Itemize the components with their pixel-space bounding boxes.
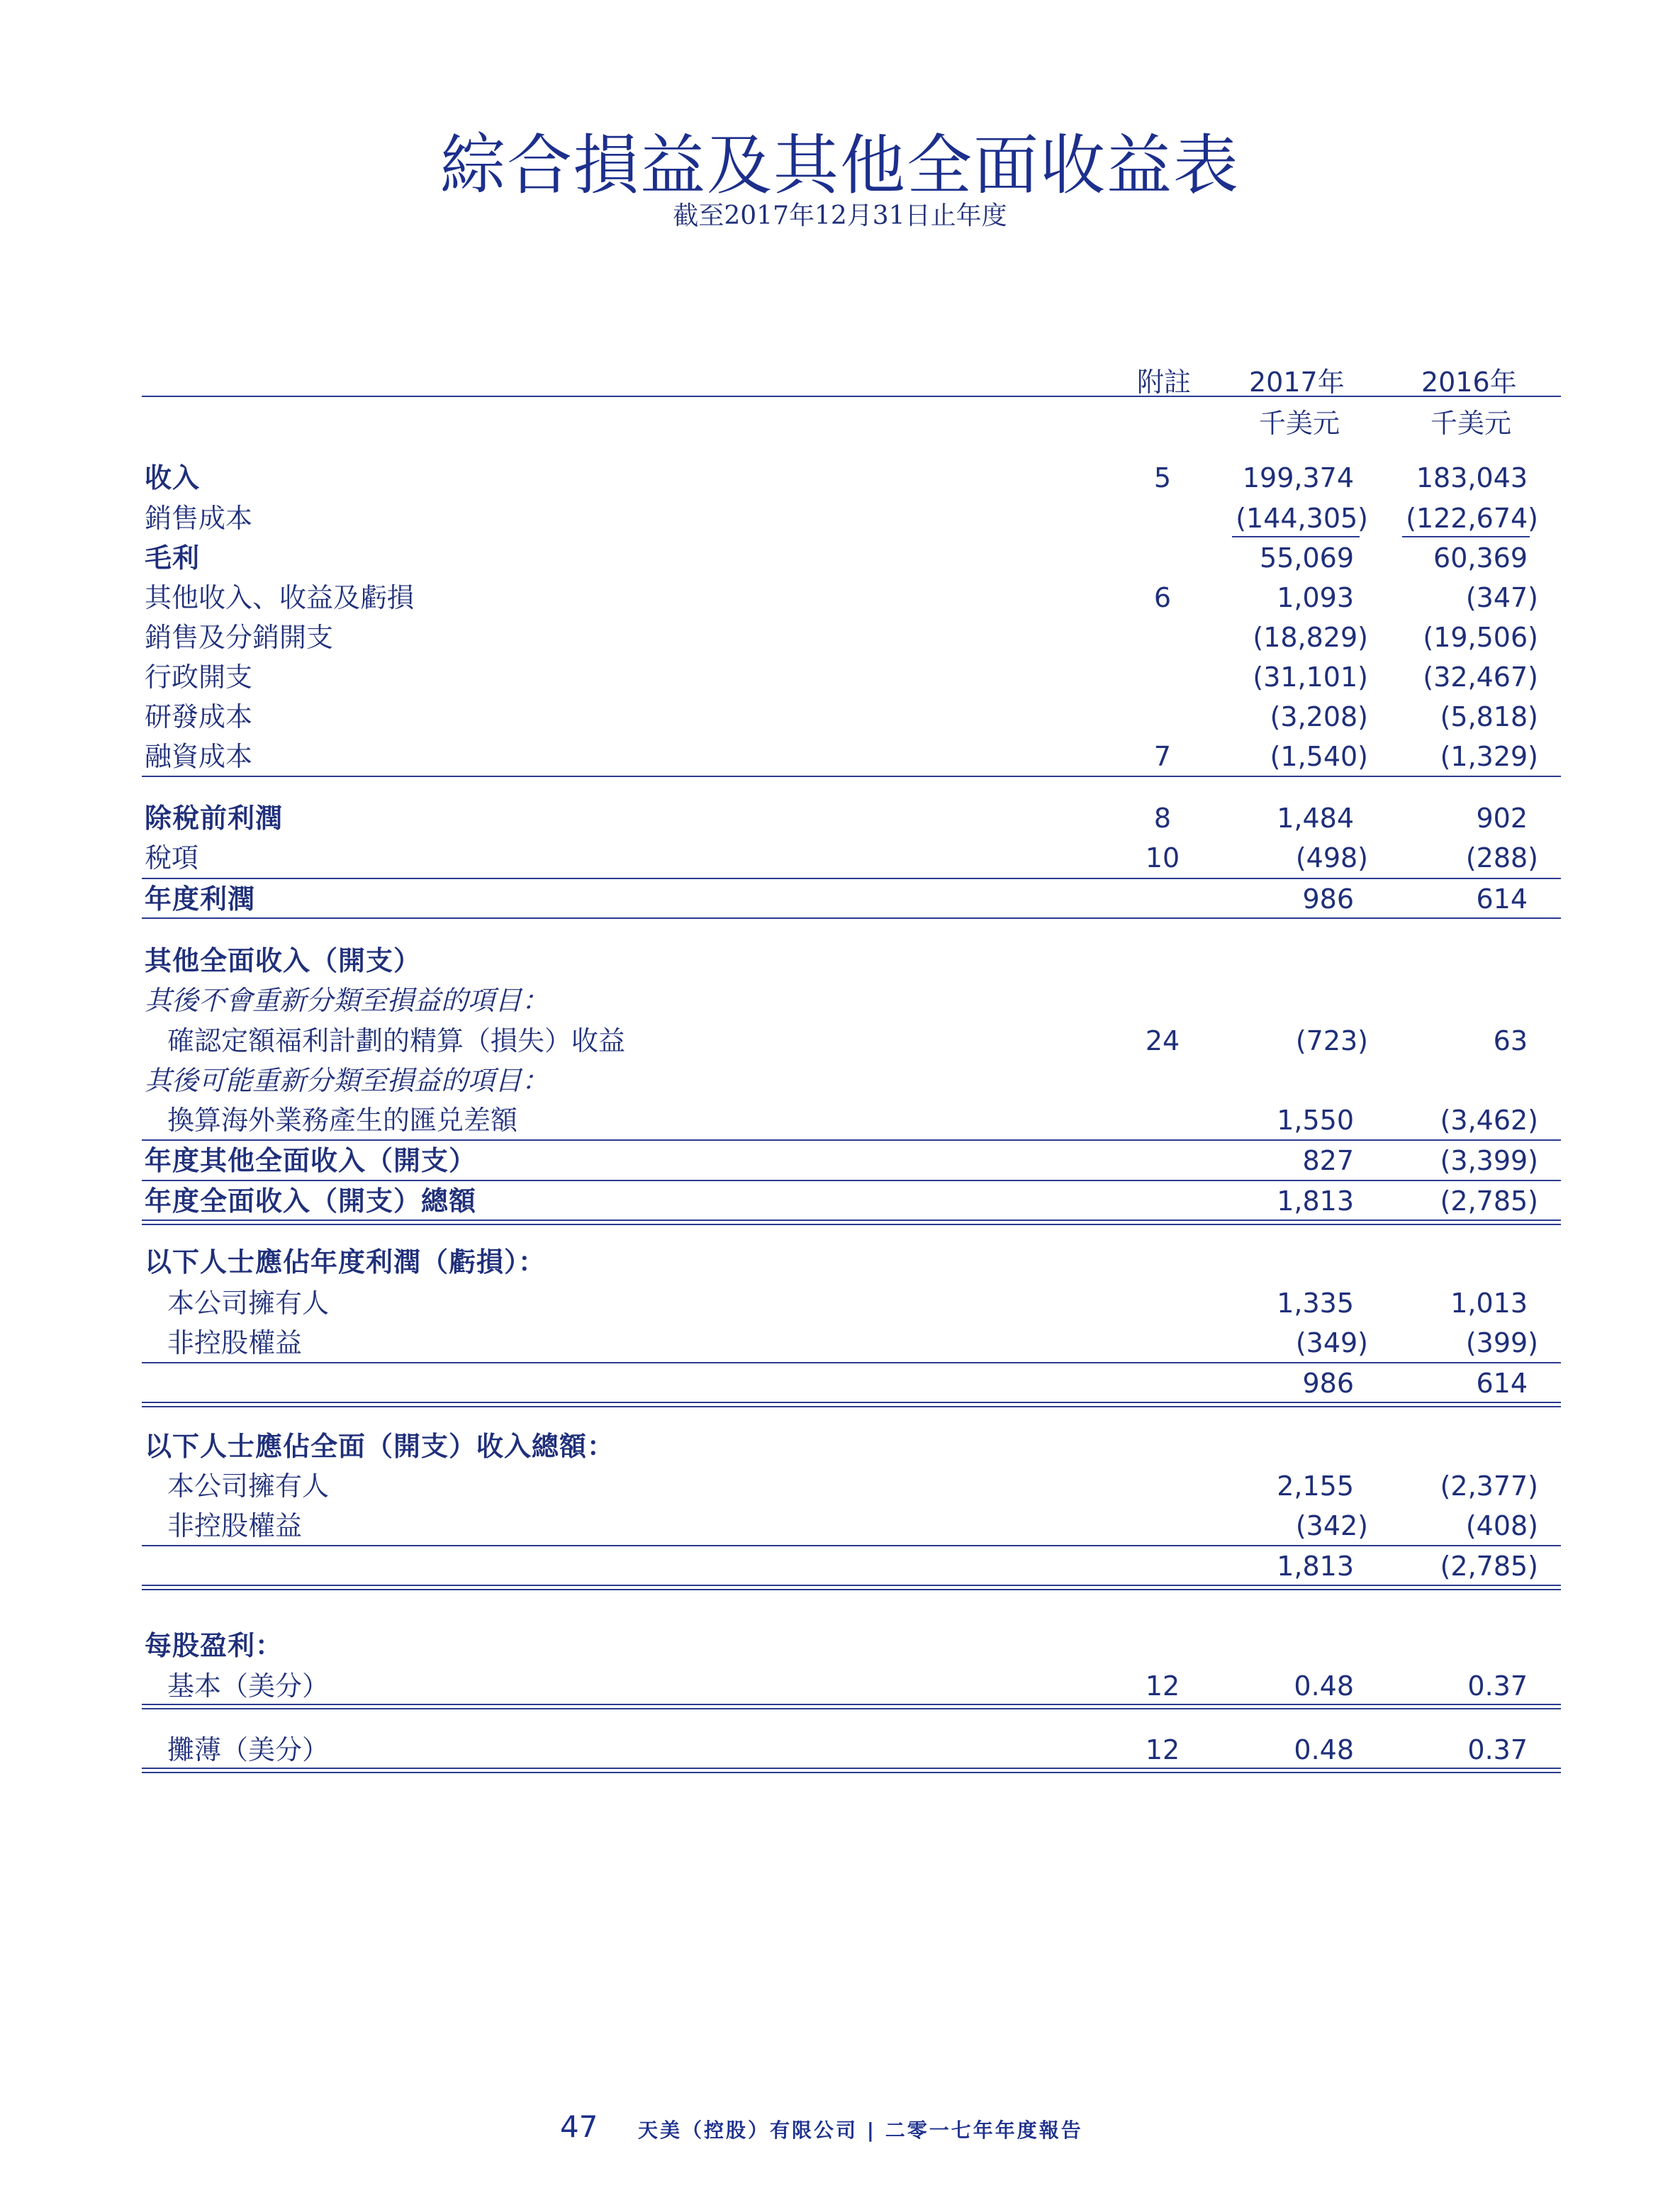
total-double-rule (142, 1704, 1561, 1709)
section-rule (142, 776, 1561, 777)
row-note: 8 (1153, 803, 1172, 834)
row-value-2016: (2,377) (1440, 1470, 1538, 1502)
row-value-2017: 1,335 (1277, 1288, 1354, 1319)
row-value-2017: (349) (1295, 1327, 1368, 1358)
row-value-2017: 986 (1302, 883, 1354, 915)
row-value-2016: (2,785) (1440, 1551, 1538, 1582)
row-value-2016: (347) (1465, 582, 1538, 613)
table-row (0, 1242, 1680, 1282)
row-value-2017: 0.48 (1294, 1734, 1354, 1765)
row-value-2017: (498) (1295, 842, 1368, 873)
table-row (0, 1506, 1680, 1546)
row-value-2016: (32,467) (1423, 662, 1538, 693)
row-value-2017: (3,208) (1270, 701, 1368, 732)
header-rule (142, 396, 1561, 397)
row-label: 以下人士應佔全面（開支）收入總額： (145, 1431, 615, 1462)
table-row (0, 538, 1680, 578)
row-value-2016: 902 (1476, 803, 1528, 834)
row-label: 以下人士應佔年度利潤（虧損）： (145, 1246, 547, 1278)
row-value-2016: (3,462) (1440, 1105, 1538, 1136)
row-label: 年度其他全面收入（開支） (145, 1145, 477, 1176)
row-value-2017: 1,550 (1277, 1105, 1354, 1136)
table-row (0, 618, 1680, 657)
row-note: 12 (1145, 1734, 1180, 1765)
table-row (0, 941, 1680, 981)
table-row (0, 981, 1680, 1020)
row-value-2017: (342) (1295, 1510, 1368, 1541)
table-row (0, 1626, 1680, 1665)
row-label: 非控股權益 (167, 1327, 303, 1358)
total-double-rule (142, 1585, 1561, 1590)
row-value-2017: 986 (1302, 1368, 1354, 1399)
section-rule (142, 917, 1561, 919)
year-2017-header: 2017年 (1249, 367, 1345, 398)
row-value-2016: 63 (1493, 1025, 1528, 1056)
row-value-2017: (723) (1295, 1025, 1368, 1056)
row-label: 融資成本 (145, 741, 253, 772)
table-row (0, 498, 1680, 538)
row-label: 確認定額福利計劃的精算（損失）收益 (167, 1025, 626, 1056)
row-label: 其他收入、收益及虧損 (145, 582, 415, 613)
row-label: 非控股權益 (167, 1510, 303, 1541)
row-label: 每股盈利： (145, 1630, 284, 1661)
row-value-2017: 0.48 (1294, 1670, 1354, 1702)
year-2016-header: 2016年 (1421, 367, 1517, 398)
row-label: 基本（美分） (167, 1670, 330, 1702)
row-label: 其他全面收入（開支） (145, 945, 422, 976)
row-note: 6 (1153, 582, 1172, 613)
row-value-2016: (3,399) (1440, 1145, 1538, 1176)
row-value-2016: 60,369 (1433, 542, 1528, 574)
row-note: 7 (1153, 741, 1172, 772)
row-value-2016: (288) (1465, 842, 1538, 873)
row-label: 換算海外業務產生的匯兑差額 (167, 1105, 518, 1136)
row-value-2016: 0.37 (1467, 1670, 1528, 1702)
table-row (0, 1546, 1680, 1586)
row-label: 研發成本 (145, 701, 253, 732)
table-row (0, 458, 1680, 498)
table-row (0, 1061, 1680, 1100)
row-value-2016: (2,785) (1440, 1185, 1538, 1217)
unit-2016-header: 千美元 (1430, 408, 1512, 439)
row-value-2017: (31,101) (1253, 662, 1368, 693)
table-row (0, 838, 1680, 878)
row-value-2016: (5,818) (1440, 701, 1538, 732)
row-value-2017: (18,829) (1253, 622, 1368, 653)
table-row (0, 1363, 1680, 1403)
row-value-2017: 1,093 (1277, 582, 1354, 613)
table-row (0, 1666, 1680, 1706)
table-row (0, 1466, 1680, 1506)
table-row (0, 1100, 1680, 1140)
row-label: 收入 (145, 462, 201, 493)
row-value-2016: 614 (1476, 883, 1528, 915)
row-label: 稅項 (145, 842, 199, 873)
row-label: 本公司擁有人 (167, 1470, 330, 1502)
row-value-2016: (408) (1465, 1510, 1538, 1541)
row-value-2017: 199,374 (1242, 462, 1354, 493)
total-double-rule (142, 1768, 1561, 1773)
table-row (0, 697, 1680, 737)
row-label: 毛利 (145, 542, 201, 574)
total-double-rule (142, 1219, 1561, 1225)
table-row (0, 1323, 1680, 1363)
row-value-2016: (122,674) (1406, 503, 1538, 534)
row-value-2017: 55,069 (1260, 542, 1354, 574)
table-row (0, 578, 1680, 618)
page-footer (0, 2109, 1680, 2152)
page-title: 綜合損益及其他全面收益表 (439, 128, 1240, 203)
subtotal-rule (1402, 536, 1530, 537)
row-label: 攤薄（美分） (167, 1734, 330, 1765)
row-value-2016: (399) (1465, 1327, 1538, 1358)
row-label: 銷售及分銷開支 (145, 622, 334, 653)
table-row (0, 879, 1680, 919)
row-note: 12 (1145, 1670, 1180, 1702)
row-value-2017: (144,305) (1236, 503, 1368, 534)
table-row (0, 1141, 1680, 1180)
table-row (0, 1021, 1680, 1061)
row-value-2017: 2,155 (1277, 1470, 1354, 1502)
row-note: 24 (1145, 1025, 1180, 1056)
row-label: 年度全面收入（開支）總額 (145, 1185, 477, 1217)
row-value-2016: 0.37 (1467, 1734, 1528, 1765)
row-value-2016: 183,043 (1416, 462, 1528, 493)
row-label: 行政開支 (145, 662, 253, 693)
row-value-2016: (19,506) (1423, 622, 1538, 653)
table-row (0, 1427, 1680, 1466)
table-row (0, 1730, 1680, 1770)
page-subtitle: 截至2017年12月31日止年度 (673, 201, 1007, 230)
row-label: 其後可能重新分類至損益的項目： (145, 1065, 549, 1096)
row-value-2016: (1,329) (1440, 741, 1538, 772)
table-row (0, 798, 1680, 838)
row-label: 本公司擁有人 (167, 1288, 330, 1319)
row-label: 其後不會重新分類至損益的項目： (145, 985, 549, 1016)
table-row (0, 657, 1680, 697)
row-note: 10 (1145, 842, 1180, 873)
row-value-2017: 827 (1302, 1145, 1354, 1176)
total-double-rule (142, 1402, 1561, 1407)
note-column-header: 附註 (1137, 367, 1192, 398)
row-label: 年度利潤 (145, 883, 256, 915)
row-note: 5 (1153, 462, 1172, 493)
unit-2017-header: 千美元 (1259, 408, 1340, 439)
row-value-2017: 1,484 (1277, 803, 1354, 834)
row-value-2016: 1,013 (1450, 1288, 1528, 1319)
page-number: 47 (560, 2109, 598, 2144)
row-label: 銷售成本 (145, 503, 253, 534)
table-row (0, 737, 1680, 776)
row-value-2017: 1,813 (1277, 1551, 1354, 1582)
footer-text: 天美（控股）有限公司 | 二零一七年年度報告 (638, 2119, 1083, 2142)
table-row (0, 1283, 1680, 1323)
row-label: 除稅前利潤 (145, 803, 284, 834)
row-value-2017: (1,540) (1270, 741, 1368, 772)
row-value-2016: 614 (1476, 1368, 1528, 1399)
row-value-2017: 1,813 (1277, 1185, 1354, 1217)
table-row (0, 1181, 1680, 1221)
subtotal-rule (1232, 536, 1360, 537)
